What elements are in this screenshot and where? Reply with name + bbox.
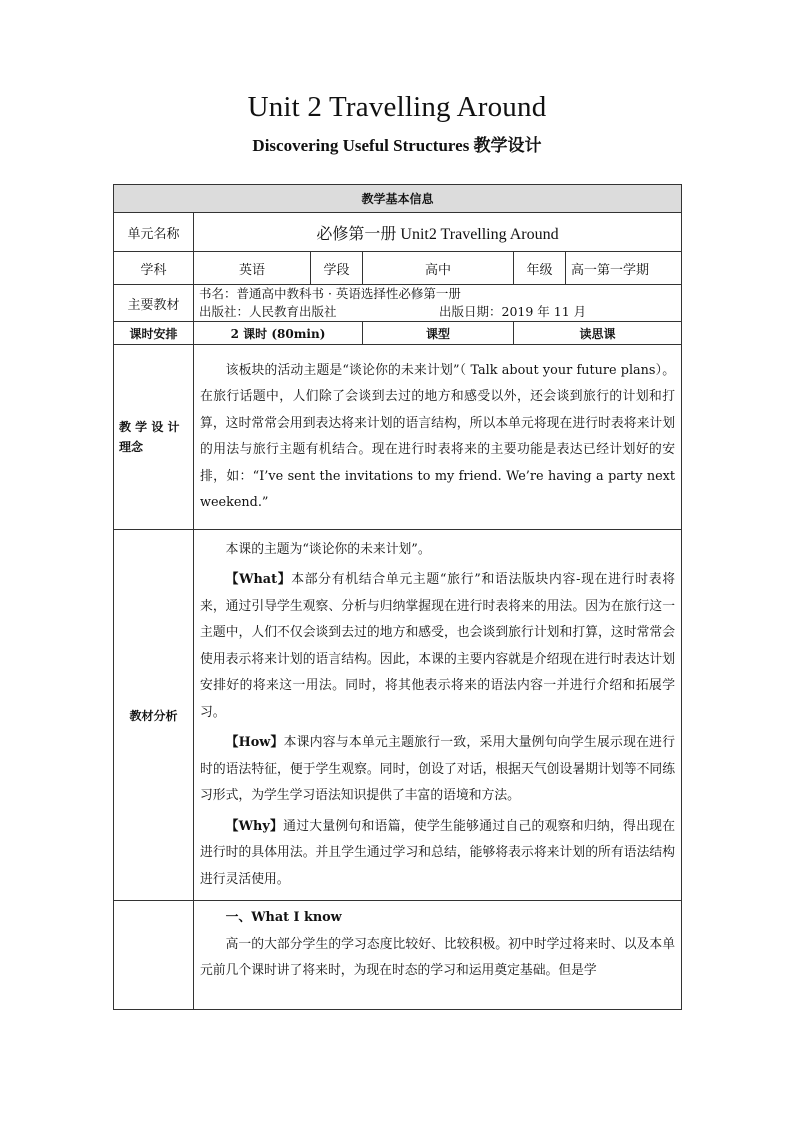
lesson-type-label: 课型 (363, 322, 514, 345)
learner-paragraph: 高一的大部分学生的学习态度比较好、比较积极。初中时学过将来时、以及本单元前几个课时讲了将来时，为现在时态的学习和运用奠定基础。但是学 (200, 936, 676, 978)
analysis-row (114, 530, 682, 901)
materials-row (114, 285, 682, 322)
lesson-plan-table (113, 184, 682, 1010)
schedule-label: 课时安排 (114, 322, 194, 345)
schedule-value: 2 课时 (80min) (194, 322, 363, 345)
stage-label: 学段 (311, 252, 363, 285)
design-concept-label: 教 学 设 计 理念 (114, 345, 194, 530)
materials-date: 出版日期：2019 年 11 月 (439, 304, 587, 319)
grade-label: 年级 (514, 252, 566, 285)
why-text: 通过大量例句和语篇，使学生能够通过自己的观察和归纳，得出现在进行时的具体用法。并且学生通过学习和总结，能够将表示将来计划的所有语法结构进行灵活使用。 (200, 818, 676, 887)
analysis-how (200, 726, 675, 810)
stage-value: 高中 (363, 252, 514, 285)
analysis-why (200, 810, 675, 894)
unit-label: 单元名称 (114, 213, 194, 252)
document-subtitle: Discovering Useful Structures 教学设计 (252, 136, 542, 155)
analysis-intro: 本课的主题为“谈论你的未来计划”。 (225, 541, 431, 557)
learner-heading: 一、What I know (225, 910, 342, 925)
grade-value: 高一第一学期 (566, 252, 682, 285)
schedule-row (114, 322, 682, 345)
how-text: 本课内容与本单元主题旅行一致，采用大量例句向学生展示现在进行时的语法特征，便于学生观察。同时，创设了对话，根据天气创设暑期计划等不同练习形式，为学生学习语法知识提供了丰富的语境和方法。 (200, 735, 676, 804)
design-concept-paragraph: 该板块的活动主题是“谈论你的未来计划”（ Talk about your future plans）。在旅行话题中，人们除了会谈到去过的地方和感受以外，还会谈到旅行的计划和打算，这时常常会用到表达将来计划的语言结构，所以本单元将现在进行时表将来计划的用法与旅行主题有机结合。现在进行时表将来的主要功能是表达已经计划好的安排，如：“I’ve sent the invitations to my friend. We’re having a party next weekend.” (200, 362, 676, 510)
analysis-label: 教材分析 (114, 530, 194, 901)
materials-value (194, 285, 682, 322)
subject-value: 英语 (194, 252, 311, 285)
section-header: 教学基本信息 (114, 185, 682, 213)
unit-value: 必修第一册 Unit2 Travelling Around (194, 213, 682, 252)
design-concept-text (194, 345, 682, 530)
section-header-row (114, 185, 682, 213)
why-label: 【Why】 (225, 818, 284, 834)
analysis-text (194, 530, 682, 901)
analysis-what (200, 563, 675, 726)
what-text: 本部分有机结合单元主题“旅行”和语法版块内容-现在进行时表将来，通过引导学生观察、分析与归纳掌握现在进行时表将来的用法。因为在旅行这一主题中，人们不仅会谈到去过的地方和感受，也会谈到旅行计划和打算，这时常常会使用表示将来计划的语言结构。因此，本课的主要内容就是介绍现在进行时表达计划安排好的将来这一用法。同时，将其他表示将来的语法内容一并进行介绍和拓展学习。 (200, 572, 676, 720)
materials-label: 主要教材 (114, 285, 194, 322)
lesson-type-value: 读思课 (514, 322, 682, 345)
what-label: 【What】 (225, 572, 292, 588)
materials-publisher: 出版社：人民教育出版社 (199, 304, 337, 319)
learner-row (114, 901, 682, 1010)
how-label: 【How】 (225, 735, 284, 751)
subject-row (114, 252, 682, 285)
materials-book: 书名：普通高中教科书 · 英语选择性必修第一册 (199, 286, 461, 301)
document-title: Unit 2 Travelling Around (247, 91, 547, 123)
subject-label: 学科 (114, 252, 194, 285)
design-concept-row (114, 345, 682, 530)
learner-label (114, 901, 194, 1010)
learner-text (194, 901, 682, 1010)
materials-publisher-line (199, 303, 676, 321)
unit-row (114, 213, 682, 252)
